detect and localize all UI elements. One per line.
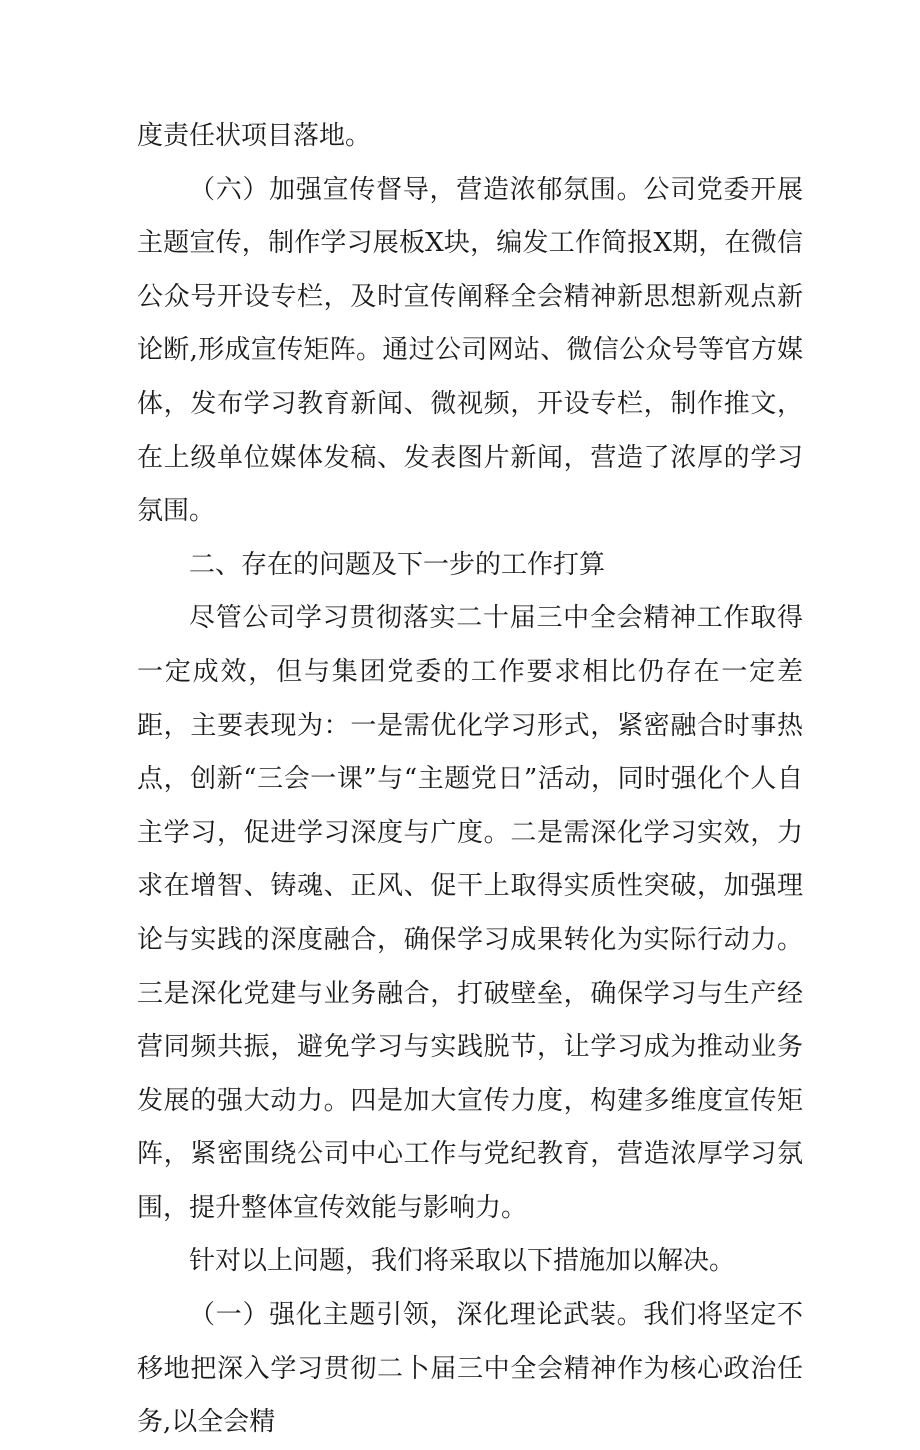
document-body <box>137 110 803 1450</box>
paragraph-publicity: （六）加强宣传督导，营造浓郁氛围。公司党委开展主题宣传，制作学习展板X块，编发工作简报X期，在微信公众号开设专栏，及时宣传阐释全会精神新思想新观点新论断,形成宣传矩阵。通过公司网站、微信公众号等官方媒体，发布学习教育新闻、微视频，开设专栏，制作推文，在上级单位媒体发稿、发表图片新闻，营造了浓厚的学习氛围。 <box>137 174 803 527</box>
paragraph-continuation: 度责任状项目落地。 <box>137 121 372 151</box>
paragraph-measures-intro: 针对以上问题，我们将采取以下措施加以解决。 <box>189 1246 736 1277</box>
section-heading: 二、存在的问题及下一步的工作打算 <box>189 549 606 580</box>
paragraph-measure-one: （一）强化主题引领，深化理论武装。我们将坚定不移地把深入学习贯彻二卜届三中全会精神作为核心政治任务,以全会精 <box>137 1300 803 1438</box>
paragraph-problems: 尽管公司学习贯彻落实二十届三中全会精神工作取得一定成效，但与集团党委的工作要求相比仍存在一定差距，主要表现为：一是需优化学习形式，紧密融合时事热点，创新“三会一课”与“主题党日”活动，同时强化个人自主学习，促进学习深度与广度。二是需深化学习实效，力求在增智、铸魂、正风、促干上取得实质性突破，加强理论与实践的深度融合，确保学习成果转化为实际行动力。三是深化党建与业务融合，打破壁垒，确保学习与生产经营同频共振，避免学习与实践脱节，让学习成为推动业务发展的强大动力。四是加大宣传力度，构建多维度宣传矩阵，紧密围绕公司中心工作与党纪教育，营造浓厚学习氛围，提升整体宣传效能与影响力。 <box>137 603 803 1223</box>
